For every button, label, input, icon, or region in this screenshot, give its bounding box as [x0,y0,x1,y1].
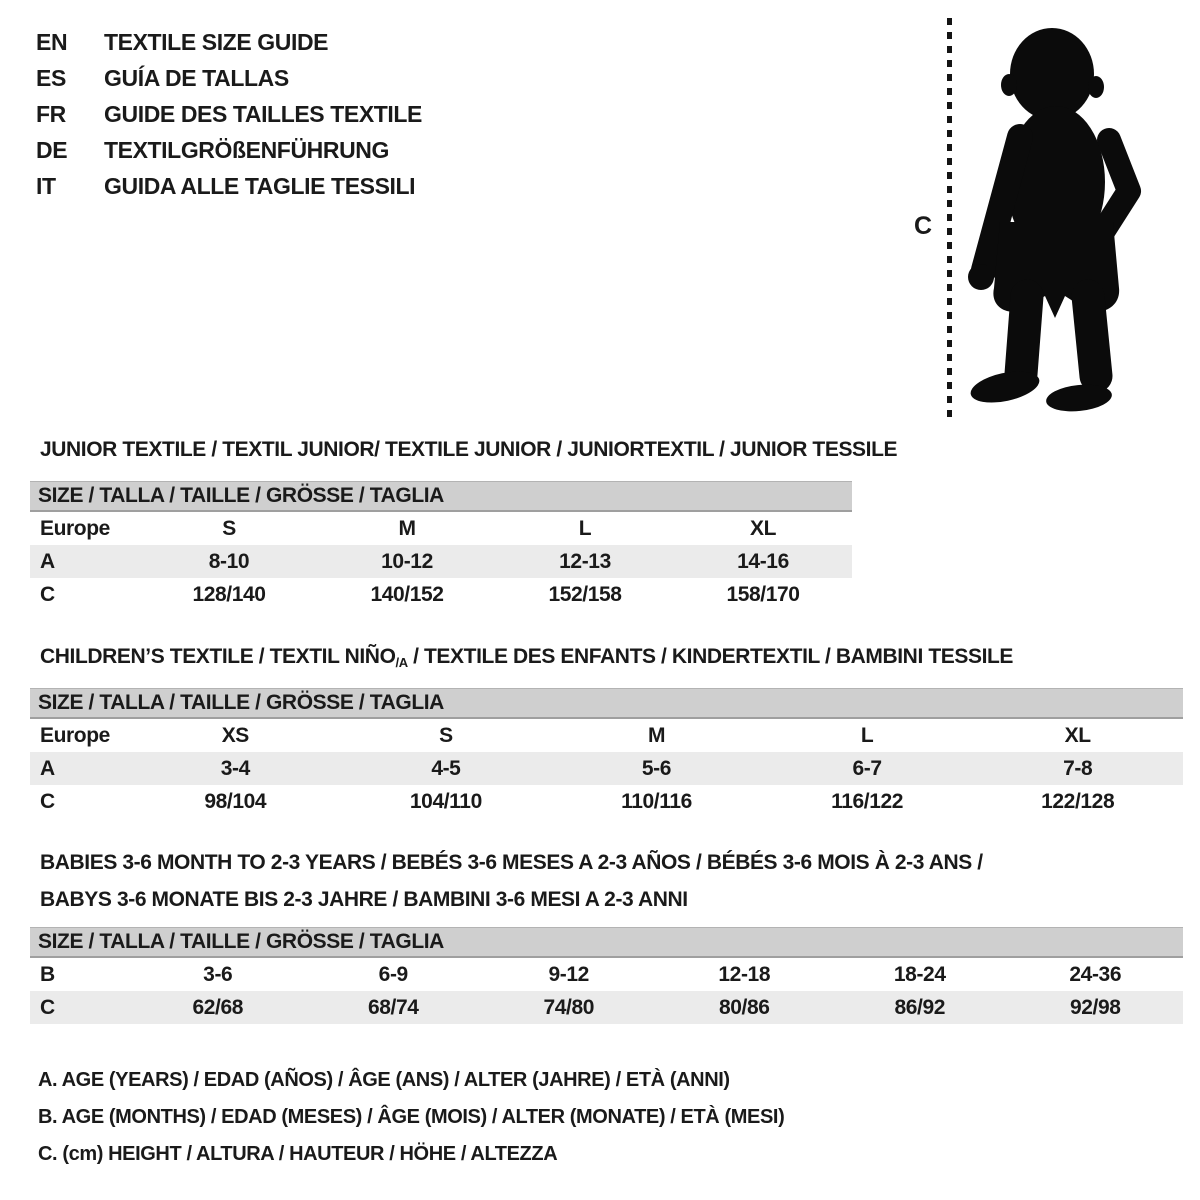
table-row-europe [30,512,852,545]
size-header-band [30,481,852,512]
lang-title: GUÍA DE TALLAS [104,64,289,91]
height-cell: 110/116 [621,789,692,813]
junior-section-title [40,438,897,462]
table-row-height [30,578,852,611]
height-cell: 86/92 [894,995,946,1019]
legend-line-c: C. (cm) HEIGHT / ALTURA / HAUTEUR / HÖHE / ALTEZZA [38,1143,558,1165]
age-cell: 8-10 [208,549,250,573]
lang-code: EN [36,28,68,55]
row-label: A [40,756,55,780]
age-cell: 5-6 [641,756,672,780]
size-cell: L [578,516,592,540]
months-cell: 12-18 [718,962,771,986]
legend-line-a: A. AGE (YEARS) / EDAD (AÑOS) / ÂGE (ANS) / ALTER (JAHRE) / ETÀ (ANNI) [38,1069,730,1091]
legend-line-b: B. AGE (MONTHS) / EDAD (MESES) / ÂGE (MOIS) / ALTER (MONATE) / ETÀ (MESI) [38,1106,785,1128]
age-cell: 6-7 [852,756,882,780]
row-label: Europe [40,723,110,747]
age-cell: 10-12 [381,549,433,573]
age-cell: 7-8 [1063,756,1093,780]
height-cell: 74/80 [543,995,595,1019]
height-cell: 98/104 [204,789,267,813]
age-cell: 12-13 [559,549,611,573]
children-size-table [30,688,1183,818]
lang-row-es [36,60,422,96]
babies-section-title-line1 [40,851,983,875]
size-header-band [30,927,1183,958]
age-cell: 3-4 [220,756,250,780]
height-cell: 104/110 [409,789,482,813]
junior-section-title-text: JUNIOR TEXTILE / TEXTIL JUNIOR/ TEXTILE JUNIOR / JUNIORTEXTIL / JUNIOR TESSILE [40,438,898,461]
height-cell: 92/98 [1069,995,1121,1019]
size-cell: XL [1064,723,1091,747]
size-cell: XL [749,516,777,540]
lang-title: TEXTILGRÖßENFÜHRUNG [104,136,389,163]
lang-title: TEXTILE SIZE GUIDE [104,28,329,55]
height-cell: 158/170 [726,582,800,606]
children-section-title-sub: /A [395,655,408,670]
height-cell: 116/122 [831,789,904,813]
row-label: A [40,549,55,573]
height-cell: 68/74 [367,995,419,1019]
height-cell: 152/158 [548,582,622,606]
lang-row-fr [36,96,422,132]
height-cell: 122/128 [1041,789,1115,813]
size-cell: M [398,516,416,540]
lang-code: IT [36,172,56,199]
size-header-label: SIZE / TALLA / TAILLE / GRÖSSE / TAGLIA [38,484,444,507]
table-row-age [30,545,852,578]
table-row-height [30,991,1183,1024]
size-cell: XS [221,723,249,747]
size-header-label: SIZE / TALLA / TAILLE / GRÖSSE / TAGLIA [38,930,444,953]
months-cell: 3-6 [203,962,233,986]
baby-silhouette-icon [960,24,1145,419]
table-row-months [30,958,1183,991]
months-cell: 24-36 [1069,962,1122,986]
language-list [36,24,422,204]
lang-code: ES [36,64,66,91]
junior-size-table [30,481,852,611]
height-measure-label: C [914,212,932,240]
lang-title: GUIDE DES TAILLES TEXTILE [104,100,422,127]
children-section-title-text: CHILDREN’S TEXTILE / TEXTIL NIÑO [40,645,396,668]
age-cell: 4-5 [431,756,461,780]
height-measure-line [947,18,952,418]
age-cell: 14-16 [737,549,789,573]
row-label: Europe [40,516,110,540]
lang-code: DE [36,136,68,163]
lang-row-en [36,24,422,60]
months-cell: 6-9 [378,962,408,986]
size-header-label: SIZE / TALLA / TAILLE / GRÖSSE / TAGLIA [38,691,444,714]
table-row-europe [30,719,1183,752]
row-label: C [40,789,55,813]
table-row-age [30,752,1183,785]
row-label: C [40,582,55,606]
months-cell: 18-24 [893,962,946,986]
size-cell: L [860,723,874,747]
size-cell: S [222,516,236,540]
size-cell: S [439,723,453,747]
lang-row-de [36,132,422,168]
row-label: B [40,962,55,986]
size-cell: M [647,723,666,747]
babies-section-title-line1-text: BABIES 3-6 MONTH TO 2-3 YEARS / BEBÉS 3-6 MESES A 2-3 AÑOS / BÉBÉS 3-6 MOIS À 2-3 ANS / [40,851,983,874]
table-row-height [30,785,1183,818]
children-section-title-rest: / TEXTILE DES ENFANTS / KINDERTEXTIL / BAMBINI TESSILE [407,645,1014,668]
babies-section-title-line2-text: BABYS 3-6 MONATE BIS 2-3 JAHRE / BAMBINI 3-6 MESI A 2-3 ANNI [40,888,688,911]
size-header-band [30,688,1183,719]
legend [38,1062,784,1173]
lang-code: FR [36,100,66,127]
height-cell: 80/86 [718,995,770,1019]
babies-size-table [30,927,1183,1024]
babies-section-title-line2 [40,888,688,912]
lang-title: GUIDA ALLE TAGLIE TESSILI [104,172,416,199]
children-section-title [40,645,1013,670]
lang-row-it [36,168,422,204]
months-cell: 9-12 [548,962,589,986]
height-cell: 62/68 [192,995,244,1019]
row-label: C [40,995,55,1019]
height-cell: 128/140 [192,582,266,606]
height-cell: 140/152 [370,582,444,606]
